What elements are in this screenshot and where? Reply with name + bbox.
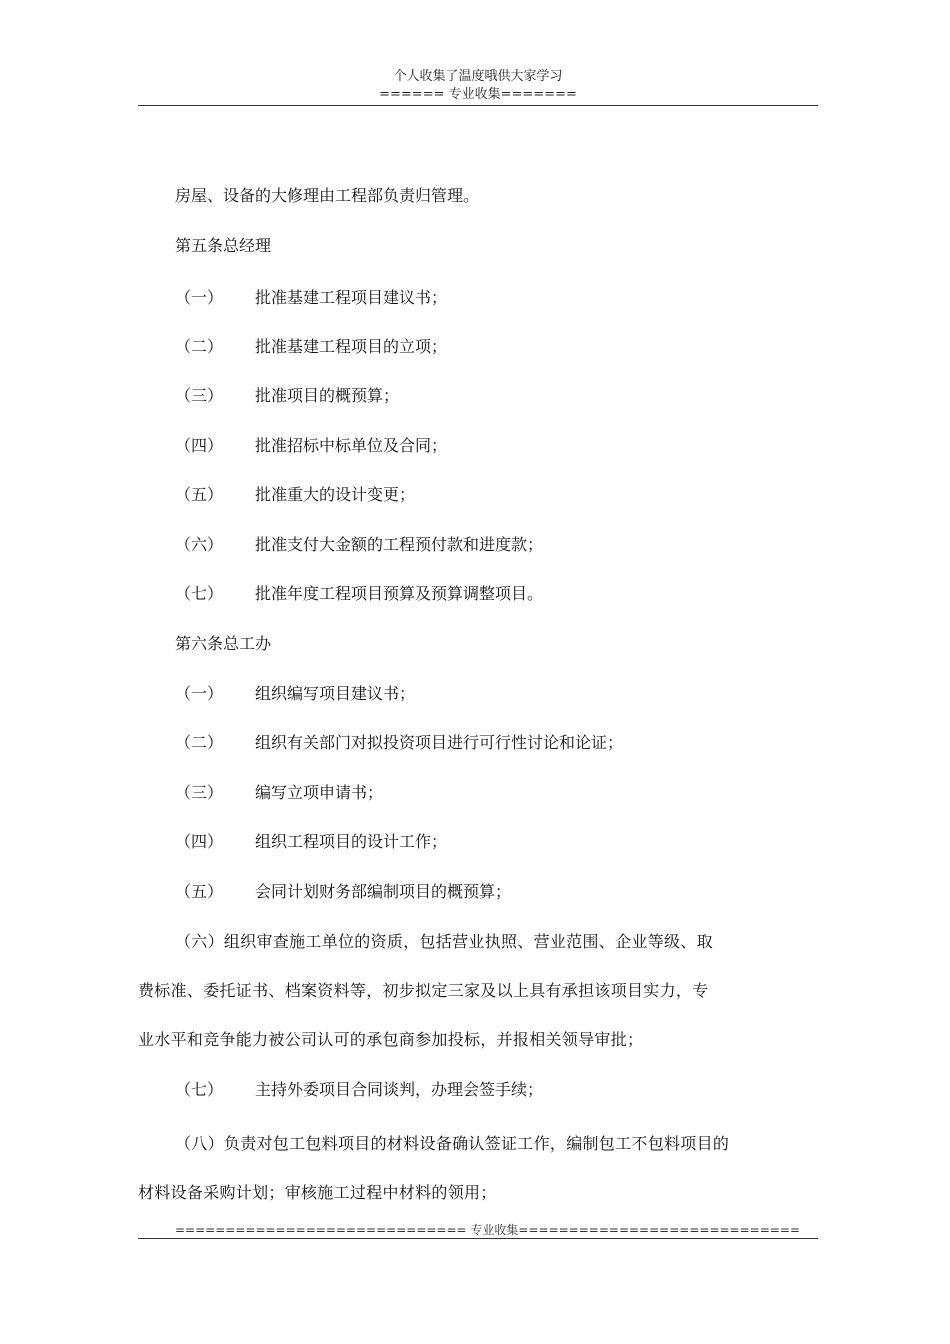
item-text: 会同计划财务部编制项目的概预算； — [255, 882, 512, 901]
page-header — [138, 68, 818, 104]
item-text: 批准项目的概预算； — [255, 386, 400, 405]
header-title: 个人收集了温度哦供大家学习 — [393, 69, 563, 84]
item-number: （一） — [175, 684, 224, 703]
article-6-item-7 — [175, 1080, 543, 1100]
article-5-item-4 — [175, 436, 447, 456]
article-6-item-5 — [175, 882, 511, 902]
article-5-title: 第五条总经理 — [175, 236, 272, 255]
item-number: （三） — [175, 783, 224, 802]
item-text: 批准年度工程项目预算及预算调整项目。 — [255, 584, 544, 603]
item-text: 组织编写项目建议书； — [255, 684, 416, 703]
article-6-item-3 — [175, 783, 383, 803]
paragraph-line: 材料设备采购计划；审核施工过程中材料的领用； — [138, 1183, 497, 1202]
item-text: 批准基建工程项目建议书； — [255, 288, 448, 307]
item-number: （一） — [175, 288, 224, 307]
paragraph-line: 费标准、委托证书、档案资料等，初步拟定三家及以上具有承担该项目实力，专 — [138, 981, 709, 1000]
item-number: （六） — [175, 535, 224, 554]
article-5-item-7 — [175, 584, 543, 604]
item-text: 组织有关部门对拟投资项目进行可行性讨论和论证； — [255, 733, 624, 752]
article-6-item-1 — [175, 684, 415, 704]
item-text: 批准招标中标单位及合同； — [255, 436, 448, 455]
article-6-item-2 — [175, 733, 623, 753]
item-text: 主持外委项目合同谈判，办理会签手续； — [255, 1080, 544, 1099]
page-footer: ============================= 专业收集============================ — [175, 1223, 800, 1237]
article-6-item-4 — [175, 832, 447, 852]
article-6-item-8 — [138, 1134, 818, 1232]
item-text: 批准基建工程项目的立项； — [255, 337, 448, 356]
item-number: （五） — [175, 485, 224, 504]
article-6-item-6 — [138, 932, 818, 1079]
item-number: （二） — [175, 337, 224, 356]
article-5-item-2 — [175, 337, 447, 357]
footer-divider — [138, 1238, 818, 1239]
paragraph-line: （六）组织审查施工单位的资质，包括营业执照、营业范围、企业等级、取 — [175, 932, 713, 951]
article-5-item-5 — [175, 485, 415, 505]
article-5-item-3 — [175, 386, 399, 406]
item-number: （四） — [175, 436, 224, 455]
article-5-item-1 — [175, 288, 447, 308]
item-text: 编写立项申请书； — [255, 783, 384, 802]
item-text: 组织工程项目的设计工作； — [255, 832, 448, 851]
header-divider — [138, 105, 818, 106]
article-5-item-6 — [175, 535, 543, 555]
item-text: 批准支付大金额的工程预付款和进度款； — [255, 535, 544, 554]
paragraph-line: 业水平和竞争能力被公司认可的承包商参加投标，并报相关领导审批； — [138, 1030, 644, 1049]
item-number: （五） — [175, 882, 224, 901]
item-text: 批准重大的设计变更； — [255, 485, 416, 504]
item-number: （七） — [175, 584, 224, 603]
item-number: （七） — [175, 1080, 224, 1099]
intro-text: 房屋、设备的大修理由工程部负责归管理。 — [175, 186, 480, 205]
item-number: （二） — [175, 733, 224, 752]
article-6-title: 第六条总工办 — [175, 634, 272, 653]
paragraph-line: （八）负责对包工包料项目的材料设备确认签证工作，编制包工不包料项目的 — [175, 1134, 730, 1153]
header-subtitle: ====== 专业收集======= — [379, 87, 577, 102]
item-number: （四） — [175, 832, 224, 851]
item-number: （三） — [175, 386, 224, 405]
